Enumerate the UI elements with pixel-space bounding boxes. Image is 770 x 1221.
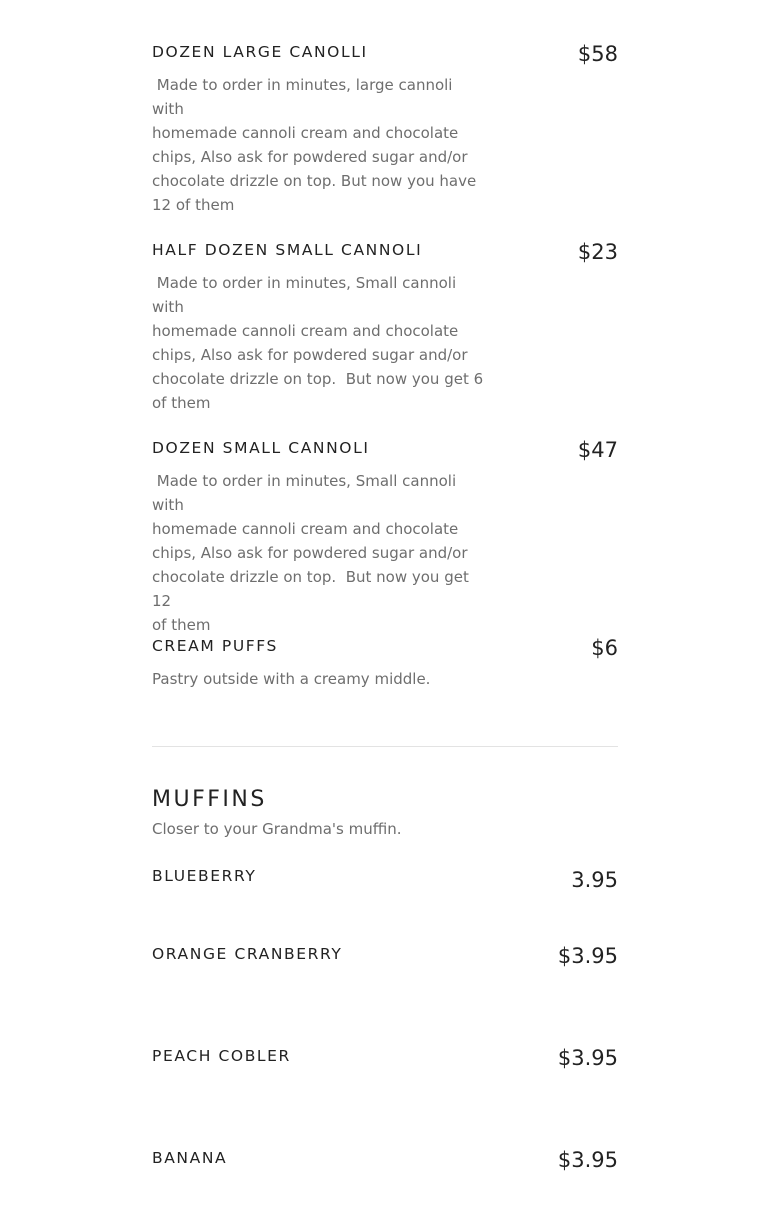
item-description: Made to order in minutes, Small cannoli with homemade cannoli cream and chocolate chips, Also ask for powdered sugar and/or chocolate drizzle on top. But now you get 6 of them: [152, 274, 484, 412]
item-name: BLUEBERRY: [152, 867, 257, 885]
item-name: ORANGE CRANBERRY: [152, 945, 343, 963]
section-description: Closer to your Grandma's muffin.: [152, 820, 402, 838]
section-title-muffins: MUFFINS: [152, 787, 267, 812]
item-price: $3.95: [557, 1148, 618, 1172]
item-description: Pastry outside with a creamy middle.: [152, 670, 431, 688]
item-price: $6: [591, 636, 618, 660]
item-price: $58: [577, 42, 618, 66]
item-description: Made to order in minutes, large cannoli with homemade cannoli cream and chocolate chips, Also ask for powdered sugar and/or chocolate drizzle on top. But now you have 12 of them: [152, 76, 477, 214]
item-price: 3.95: [571, 868, 618, 892]
item-name: DOZEN LARGE CANOLLI: [152, 43, 368, 61]
item-price: $47: [577, 438, 618, 462]
item-name: BANANA: [152, 1149, 228, 1167]
item-price: $23: [577, 240, 618, 264]
item-price: $3.95: [557, 1046, 618, 1070]
item-name: CREAM PUFFS: [152, 637, 278, 655]
item-name: PEACH COBLER: [152, 1047, 291, 1065]
item-description: Made to order in minutes, Small cannoli with homemade cannoli cream and chocolate chips, Also ask for powdered sugar and/or chocolate drizzle on top. But now you get 12 of them: [152, 472, 469, 634]
item-price: $3.95: [557, 944, 618, 968]
item-name: HALF DOZEN SMALL CANNOLI: [152, 241, 423, 259]
item-name: DOZEN SMALL CANNOLI: [152, 439, 370, 457]
section-divider: [152, 746, 618, 747]
